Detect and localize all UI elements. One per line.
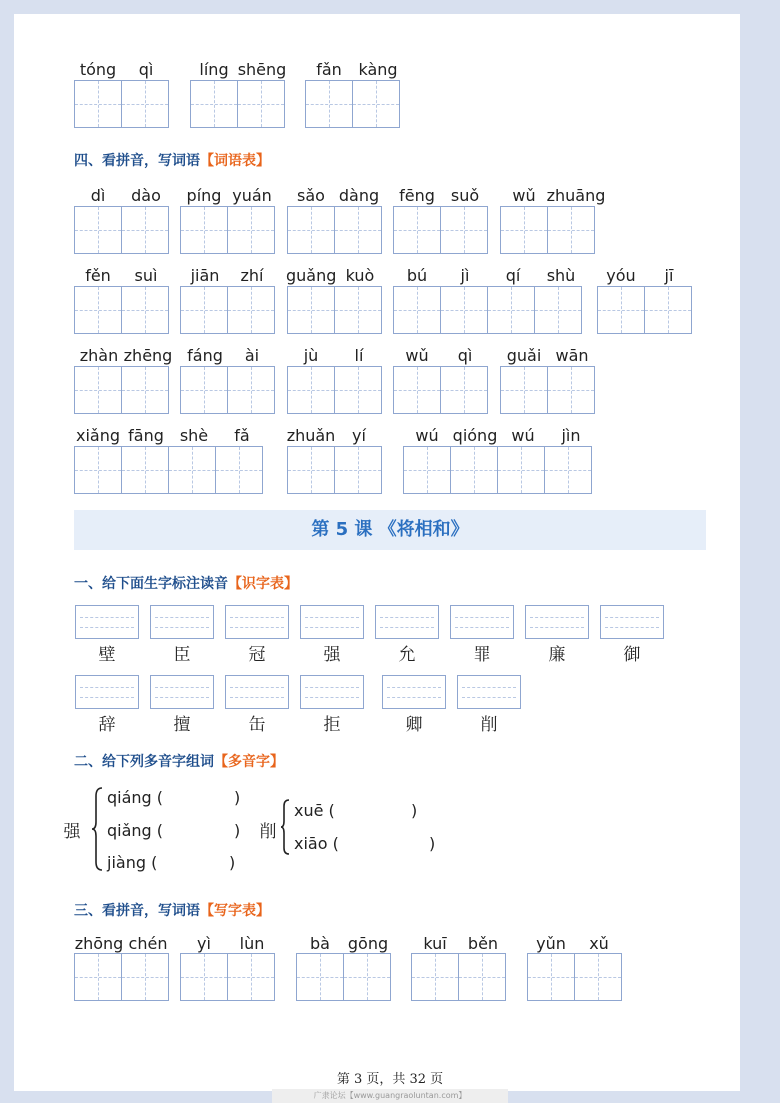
pinyin: běn [467, 934, 499, 953]
reading: xiāo ( [294, 834, 339, 853]
reading: xuē ( [294, 801, 335, 820]
writing-grid[interactable] [403, 446, 592, 494]
writing-grid[interactable] [411, 953, 506, 1001]
writing-grid[interactable] [393, 206, 488, 254]
pinyin: zhuāng [546, 186, 606, 205]
character: 缶 [248, 715, 266, 735]
character: 擅 [173, 715, 191, 735]
bracket-close: ) [234, 821, 241, 840]
writing-grid[interactable] [296, 953, 391, 1001]
watermark: 广隶论坛【www.guangraoluntan.com】 [272, 1089, 508, 1103]
character: 廉 [548, 645, 566, 665]
pinyin: zhōng [74, 934, 124, 953]
pinyin: kàng [358, 60, 398, 79]
reading: jiàng ( [107, 853, 158, 872]
character: 卿 [405, 715, 423, 735]
pinyin: guǎi [506, 346, 542, 365]
pinyin-box[interactable] [457, 675, 521, 709]
pinyin: fāng [128, 426, 164, 445]
reading: qiǎng ( [107, 821, 164, 840]
writing-grid[interactable] [190, 80, 285, 128]
pinyin: xǔ [589, 934, 609, 953]
section-heading: 二、给下列多音字组词【多音字】 [74, 754, 284, 770]
pinyin: lùn [239, 934, 265, 953]
pinyin: wú [511, 426, 535, 445]
lesson-title: 第 5 课 《将相和》 [311, 519, 469, 540]
pinyin: wǔ [405, 346, 429, 365]
writing-grid[interactable] [597, 286, 692, 334]
writing-grid[interactable] [500, 366, 595, 414]
character: 允 [398, 645, 416, 665]
writing-grid[interactable] [393, 366, 488, 414]
pinyin: jī [664, 266, 674, 285]
pinyin: dì [90, 186, 106, 205]
bracket-close: ) [429, 834, 436, 853]
pinyin: fǎn [316, 60, 342, 79]
writing-grid[interactable] [287, 366, 382, 414]
writing-grid[interactable] [527, 953, 622, 1001]
character: 罪 [473, 645, 491, 665]
pinyin: bà [310, 934, 330, 953]
writing-grid[interactable] [180, 206, 275, 254]
pinyin: dào [131, 186, 161, 205]
pinyin: jìn [561, 426, 581, 445]
character: 臣 [173, 645, 191, 665]
pinyin: suǒ [450, 186, 480, 205]
writing-grid[interactable] [180, 366, 275, 414]
polyphone-char: 削 [259, 822, 277, 842]
pinyin-box[interactable] [75, 675, 139, 709]
pinyin-box[interactable] [450, 605, 514, 639]
writing-grid[interactable] [74, 286, 169, 334]
writing-grid[interactable] [287, 446, 382, 494]
brace-icon [279, 798, 291, 856]
pinyin: fǎ [234, 426, 250, 445]
pinyin-box[interactable] [375, 605, 439, 639]
lesson-banner [74, 510, 706, 550]
pinyin: zhuǎn [286, 426, 336, 445]
writing-grid[interactable] [287, 286, 382, 334]
pinyin: tóng [79, 60, 117, 79]
pinyin-box[interactable] [600, 605, 664, 639]
pinyin: fáng [187, 346, 223, 365]
pinyin: qì [138, 60, 154, 79]
section-heading: 三、看拼音，写词语【写字表】 [74, 903, 270, 919]
bracket-close: ) [229, 853, 236, 872]
pinyin: jù [303, 346, 319, 365]
pinyin: yì [197, 934, 211, 953]
writing-grid[interactable] [305, 80, 400, 128]
writing-grid[interactable] [74, 80, 169, 128]
writing-grid[interactable] [74, 366, 169, 414]
pinyin: yuán [232, 186, 272, 205]
writing-grid[interactable] [180, 286, 275, 334]
pinyin: píng [186, 186, 222, 205]
page-number: 第 3 页，共 32 页 [336, 1072, 444, 1087]
pinyin-box[interactable] [382, 675, 446, 709]
pinyin: bú [406, 266, 428, 285]
pinyin: zhí [240, 266, 264, 285]
character: 削 [480, 715, 498, 735]
pinyin: líng [199, 60, 229, 79]
pinyin: fěn [85, 266, 111, 285]
writing-grid[interactable] [74, 446, 263, 494]
pinyin: wǔ [512, 186, 536, 205]
pinyin-box[interactable] [300, 675, 364, 709]
writing-grid[interactable] [500, 206, 595, 254]
character: 强 [323, 645, 341, 665]
pinyin: zhēng [123, 346, 173, 365]
pinyin-box[interactable] [150, 605, 214, 639]
writing-grid[interactable] [393, 286, 582, 334]
pinyin-box[interactable] [225, 605, 289, 639]
writing-grid[interactable] [180, 953, 275, 1001]
writing-grid[interactable] [74, 953, 169, 1001]
pinyin: qí [505, 266, 521, 285]
pinyin: shù [546, 266, 576, 285]
pinyin: xiǎng [75, 426, 120, 445]
character: 壁 [98, 645, 116, 665]
worksheet-page [14, 14, 740, 1091]
pinyin: qióng [452, 426, 498, 445]
writing-grid[interactable] [74, 206, 169, 254]
pinyin: wú [415, 426, 439, 445]
pinyin: gōng [347, 934, 389, 953]
pinyin: yǔn [536, 934, 566, 953]
pinyin-box[interactable] [225, 675, 289, 709]
reading: qiáng ( [107, 788, 164, 807]
pinyin: zhàn [79, 346, 119, 365]
pinyin: lí [354, 346, 364, 365]
pinyin-box[interactable] [75, 605, 139, 639]
pinyin: sǎo [297, 186, 325, 205]
pinyin: guǎng [286, 266, 337, 285]
section-heading: 一、给下面生字标注读音【识字表】 [74, 576, 298, 592]
pinyin: jì [460, 266, 470, 285]
pinyin: wān [555, 346, 589, 365]
pinyin: yí [352, 426, 366, 445]
section-heading: 四、看拼音，写词语【词语表】 [74, 153, 270, 169]
character: 冠 [248, 645, 266, 665]
pinyin: qì [457, 346, 473, 365]
pinyin-box[interactable] [525, 605, 589, 639]
character: 拒 [323, 715, 341, 735]
pinyin: shēng [237, 60, 287, 79]
writing-grid[interactable] [287, 206, 382, 254]
pinyin-box[interactable] [150, 675, 214, 709]
pinyin: shè [179, 426, 209, 445]
brace-icon [90, 786, 104, 872]
pinyin: jiān [190, 266, 220, 285]
bracket-close: ) [234, 788, 241, 807]
polyphone-char: 强 [63, 822, 81, 842]
pinyin: dàng [338, 186, 380, 205]
pinyin: suì [134, 266, 158, 285]
bracket-close: ) [411, 801, 418, 820]
pinyin: fēng [399, 186, 435, 205]
pinyin: ài [244, 346, 260, 365]
character: 辞 [98, 715, 116, 735]
character: 御 [623, 645, 641, 665]
pinyin: kuī [423, 934, 447, 953]
pinyin: kuò [345, 266, 375, 285]
pinyin: yóu [606, 266, 636, 285]
pinyin: chén [128, 934, 168, 953]
pinyin-box[interactable] [300, 605, 364, 639]
